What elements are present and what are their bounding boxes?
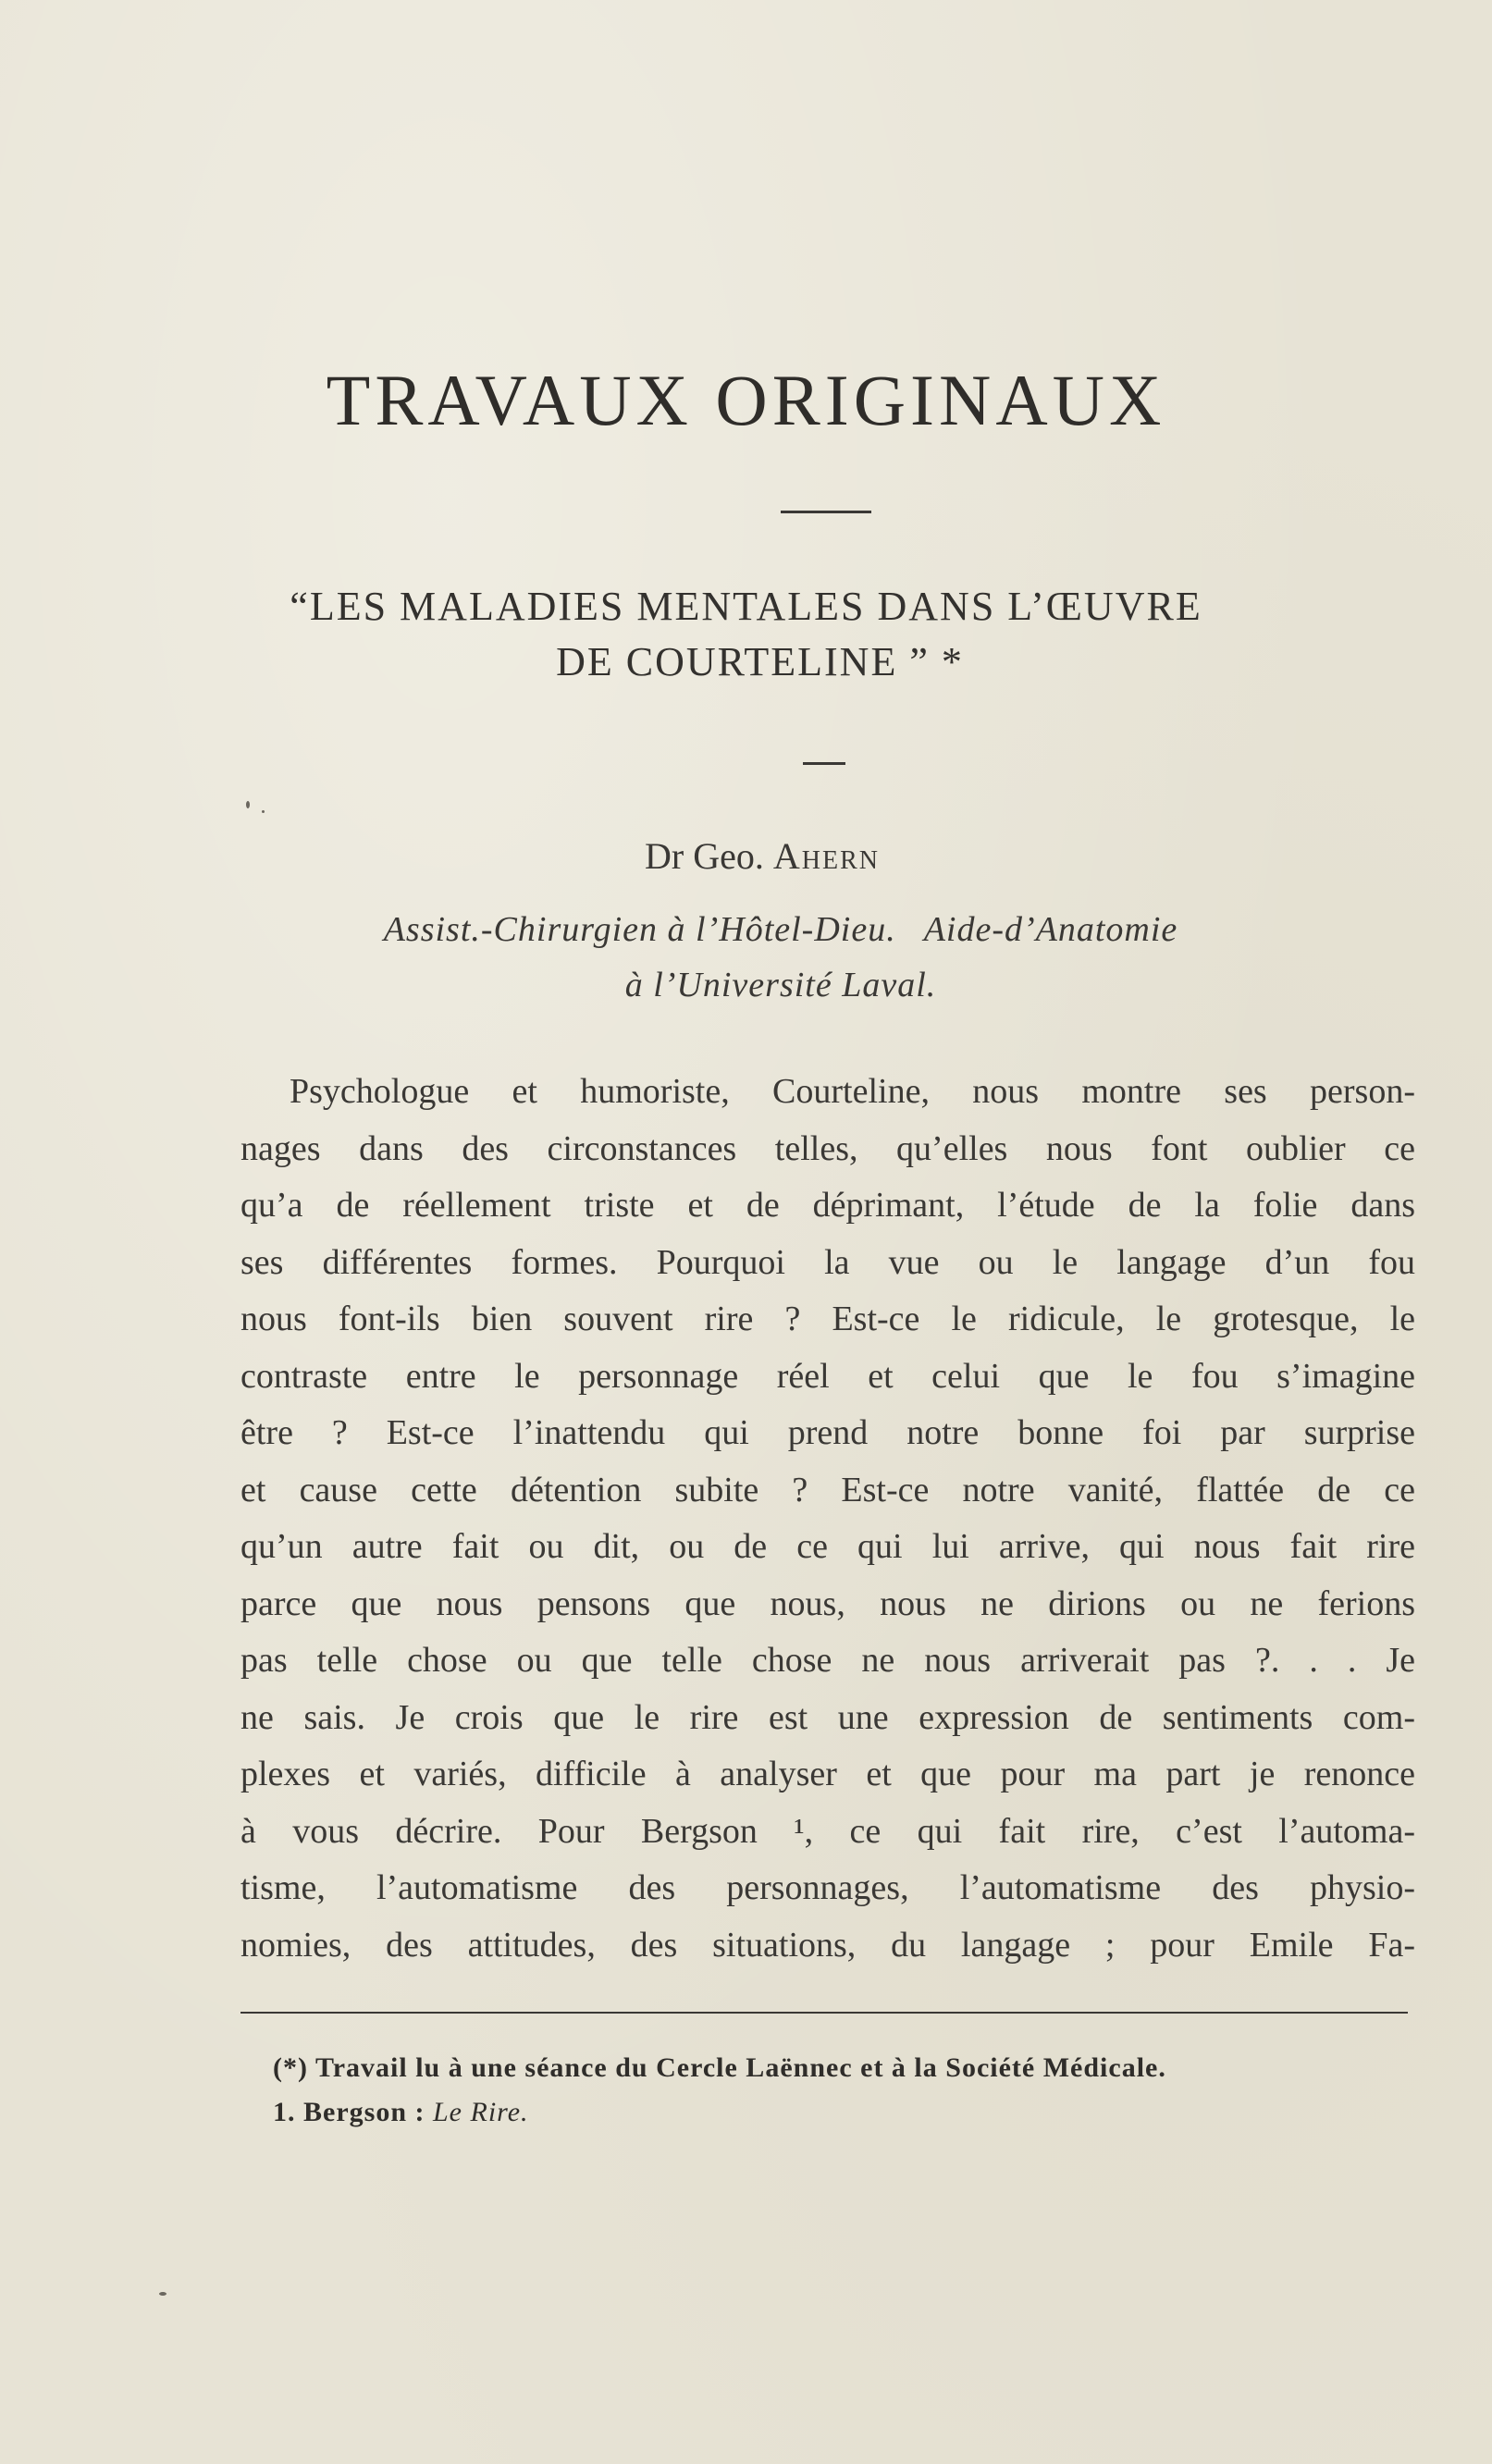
footnote-1-prefix: 1. Bergson : <box>273 2097 433 2127</box>
body-line: parce que nous pensons que nous, nous ne dirions ou ne ferions <box>240 1583 1415 1623</box>
affiliation-line-1b: Aide-d’Anatomie <box>923 910 1178 949</box>
body-line: être ? Est-ce l’inattendu qui prend notre bonne foi par surprise <box>240 1413 1415 1452</box>
body-line: qu’a de réellement triste et de déprimant, l’étude de la folie dans <box>240 1186 1415 1225</box>
body-line: à vous décrire. Pour Bergson ¹, ce qui fait rire, c’est l’automa- <box>240 1811 1415 1851</box>
body-line: et cause cette détention subite ? Est-ce notre vanité, flattée de ce <box>240 1470 1415 1509</box>
author-name: Ahern <box>772 835 880 877</box>
body-line: pas telle chose ou que telle chose ne nous arriverait pas ?. . . Je <box>240 1641 1415 1680</box>
body-line: tisme, l’automatisme des personnages, l’automatisme des physio- <box>240 1868 1415 1907</box>
author-prefix: Dr Geo. <box>645 835 764 877</box>
section-title: TRAVAUX ORIGINAUX <box>326 360 1166 440</box>
affiliation-line-1a: Assist.-Chirurgien à l’Hôtel-Dieu. <box>383 910 896 949</box>
article-title <box>0 579 1492 690</box>
article-title-line-2: DE COURTELINE ” * <box>556 639 964 684</box>
body-line: Psychologue et humoriste, Courteline, nous montre ses person- <box>290 1072 1415 1111</box>
author-affiliation <box>0 902 1492 1013</box>
author-divider <box>803 762 845 765</box>
body-line: ses différentes formes. Pourquoi la vue ou le langage d’un fou <box>240 1242 1415 1282</box>
body-line: nages dans des circonstances telles, qu’elles nous font oublier ce <box>240 1128 1415 1168</box>
body-line: ne sais. Je crois que le rire est une expression de sentiments com- <box>240 1697 1415 1737</box>
paper-speck <box>246 801 250 808</box>
paper-speck <box>262 810 265 813</box>
body-line: plexes et variés, difficile à analyser et que pour ma part je renonce <box>240 1755 1415 1793</box>
title-divider <box>781 511 871 513</box>
footnote-star: (*) Travail lu à une séance du Cercle Laënnec et à la Société Médicale. <box>273 2052 1166 2083</box>
footnote-1-title: Le Rire. <box>433 2097 529 2127</box>
author-byline <box>0 834 1492 878</box>
body-line: nomies, des attitudes, des situations, du langage ; pour Emile Fa- <box>240 1925 1415 1965</box>
body-line: qu’un autre fait ou dit, ou de ce qui lui arrive, qui nous fait rire <box>240 1527 1415 1566</box>
affiliation-line-2: à l’Université Laval. <box>624 966 937 1004</box>
footnote-1 <box>273 2090 1166 2135</box>
paper-speck <box>159 2292 166 2296</box>
footnote-divider <box>240 2012 1408 2014</box>
article-title-line-1: “LES MALADIES MENTALES DANS L’ŒUVRE <box>290 584 1202 629</box>
footnotes <box>273 2046 1166 2135</box>
article-body <box>240 1064 1415 1974</box>
body-line: contraste entre le personnage réel et celui que le fou s’imagine <box>240 1356 1415 1396</box>
body-line: nous font-ils bien souvent rire ? Est-ce le ridicule, le grotesque, le <box>240 1300 1415 1338</box>
